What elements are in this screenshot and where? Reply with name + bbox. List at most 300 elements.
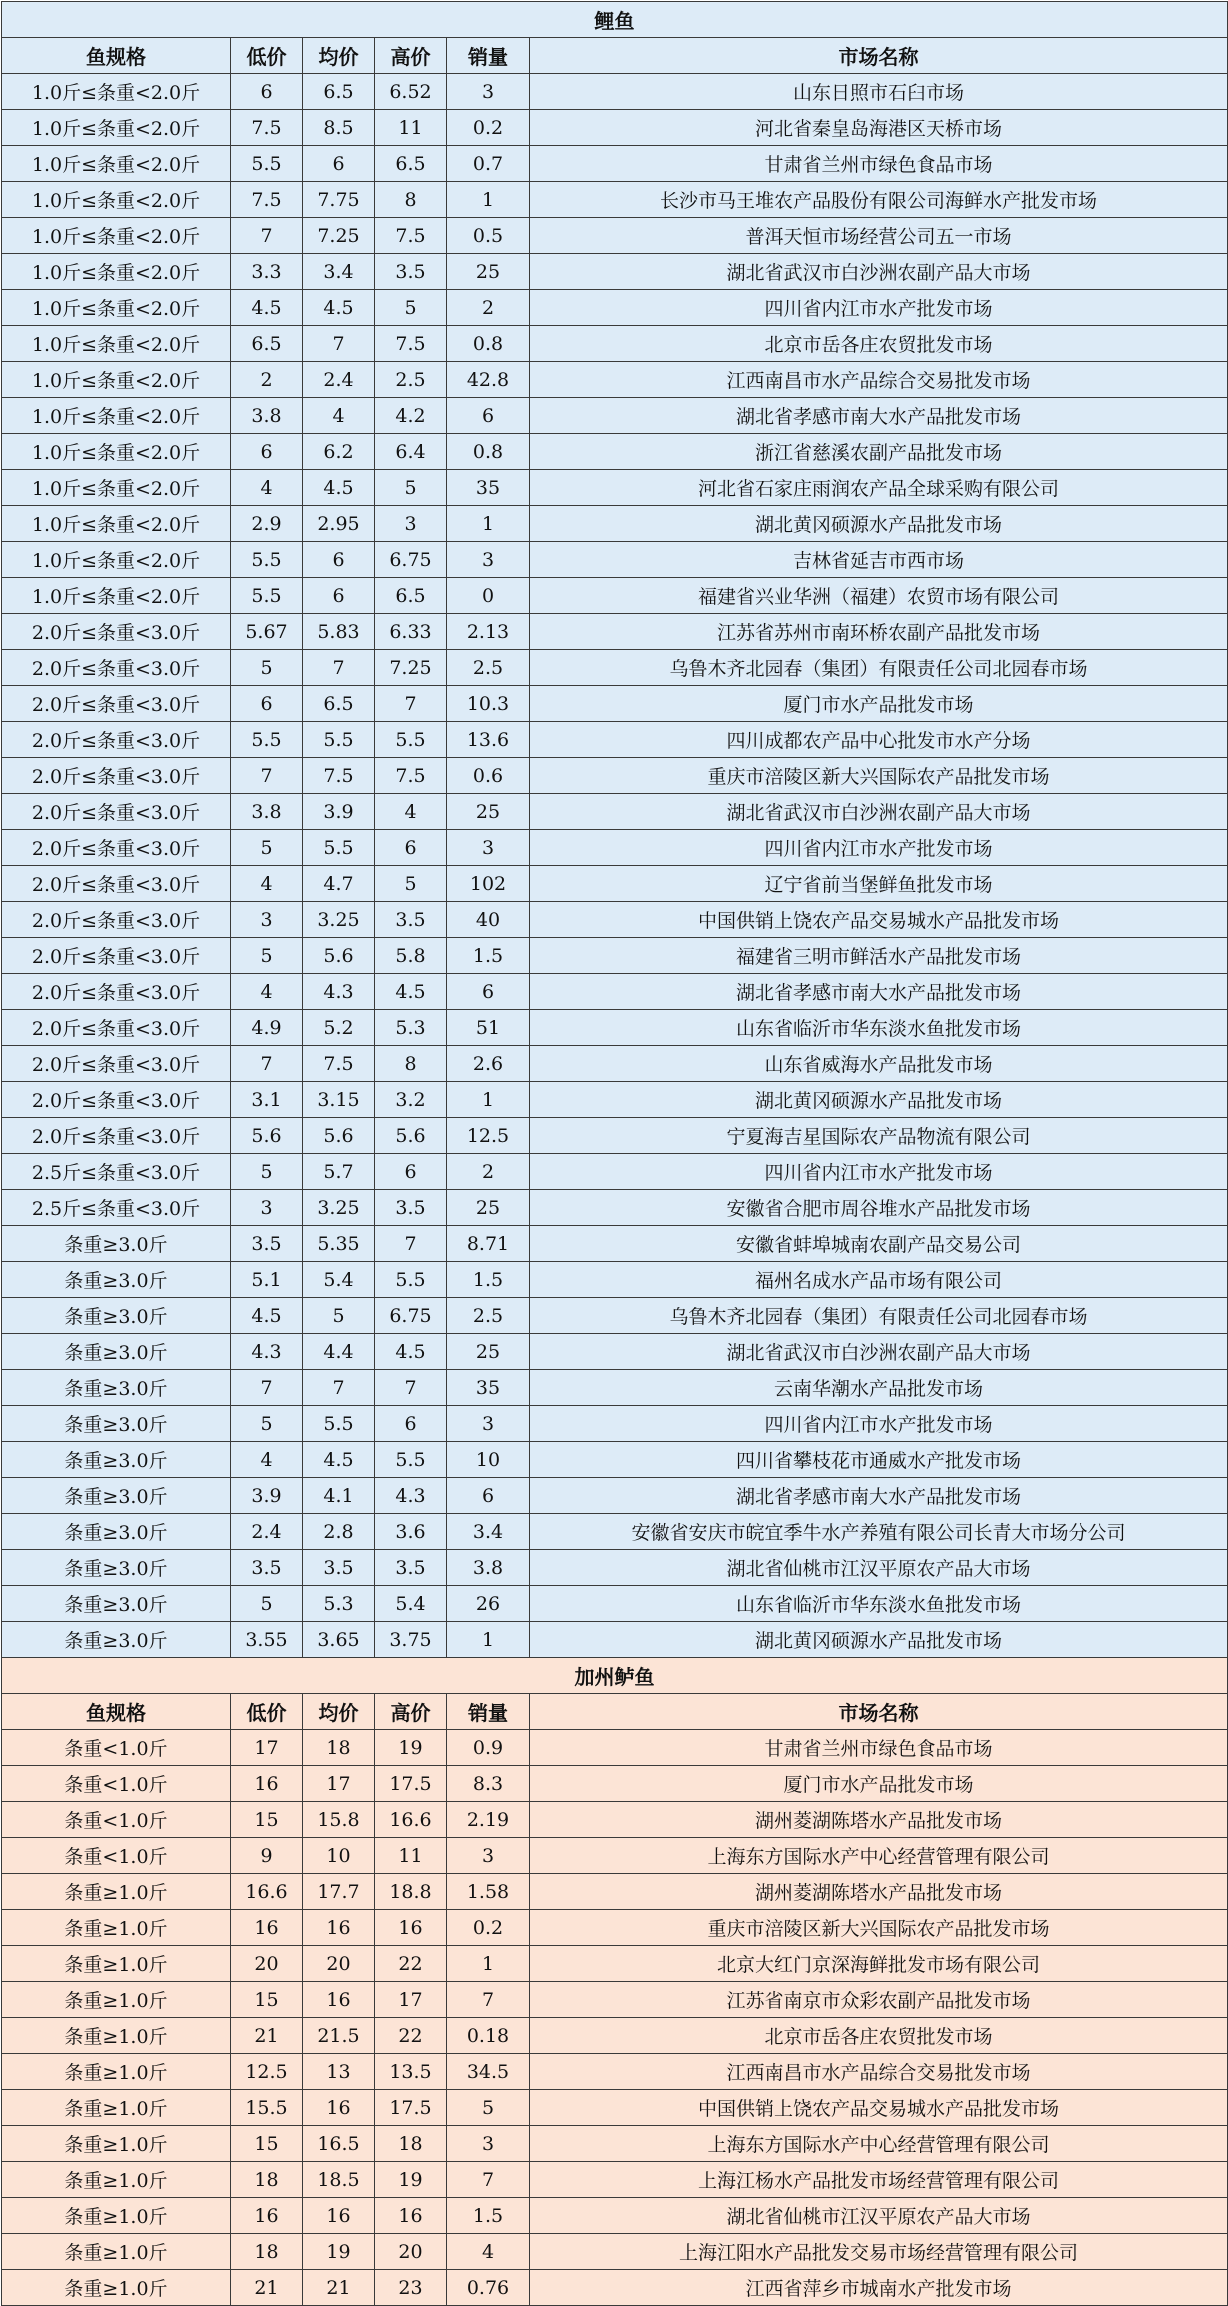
cell-spec: 条重≥1.0斤 [2,2126,231,2162]
cell-spec: 2.0斤≤条重<3.0斤 [2,686,231,722]
cell-avg-price: 21 [303,2270,375,2306]
cell-low-price: 3.1 [231,1082,303,1118]
cell-volume: 0 [447,578,530,614]
table-row [2,1946,1228,1982]
cell-spec: 2.0斤≤条重<3.0斤 [2,650,231,686]
table-row [2,866,1228,902]
cell-volume: 3 [447,830,530,866]
cell-market-name: 江西南昌市水产品综合交易批发市场 [530,2054,1228,2090]
cell-volume: 0.76 [447,2270,530,2306]
cell-high-price: 13.5 [375,2054,447,2090]
cell-spec: 2.0斤≤条重<3.0斤 [2,938,231,974]
table-row [2,902,1228,938]
cell-market-name: 河北省秦皇岛海港区天桥市场 [530,110,1228,146]
cell-avg-price: 2.4 [303,362,375,398]
cell-low-price: 2.4 [231,1514,303,1550]
table-row [2,1586,1228,1622]
cell-low-price: 20 [231,1946,303,1982]
cell-market-name: 湖北省孝感市南大水产品批发市场 [530,1478,1228,1514]
cell-avg-price: 6.5 [303,74,375,110]
table-row [2,182,1228,218]
table-row [2,2090,1228,2126]
cell-low-price: 5 [231,1154,303,1190]
cell-low-price: 6 [231,434,303,470]
cell-low-price: 9 [231,1838,303,1874]
cell-avg-price: 4.3 [303,974,375,1010]
table-row [2,2270,1228,2306]
cell-high-price: 5.5 [375,722,447,758]
cell-low-price: 3.5 [231,1226,303,1262]
cell-market-name: 江苏省南京市众彩农副产品批发市场 [530,1982,1228,2018]
table-row [2,578,1228,614]
table-row [2,1298,1228,1334]
table-row [2,1766,1228,1802]
cell-market-name: 福建省三明市鲜活水产品批发市场 [530,938,1228,974]
table-row [2,254,1228,290]
cell-volume: 42.8 [447,362,530,398]
cell-high-price: 7 [375,1226,447,1262]
cell-high-price: 3.5 [375,1550,447,1586]
bass-section-title-row [2,1658,1228,1694]
cell-avg-price: 6 [303,578,375,614]
table-row [2,830,1228,866]
cell-high-price: 2.5 [375,362,447,398]
cell-market-name: 江苏省苏州市南环桥农副产品批发市场 [530,614,1228,650]
section-title: 加州鲈鱼 [2,1658,1228,1694]
cell-high-price: 5 [375,470,447,506]
cell-market-name: 宁夏海吉星国际农产品物流有限公司 [530,1118,1228,1154]
cell-market-name: 湖北省武汉市白沙洲农副产品大市场 [530,1334,1228,1370]
cell-spec: 2.5斤≤条重<3.0斤 [2,1190,231,1226]
cell-high-price: 7 [375,1370,447,1406]
cell-high-price: 17.5 [375,2090,447,2126]
cell-avg-price: 20 [303,1946,375,1982]
cell-avg-price: 7 [303,1370,375,1406]
cell-low-price: 7.5 [231,110,303,146]
cell-high-price: 22 [375,1946,447,1982]
table-row [2,110,1228,146]
cell-avg-price: 5.4 [303,1262,375,1298]
cell-high-price: 6.33 [375,614,447,650]
cell-low-price: 5 [231,650,303,686]
cell-low-price: 3.9 [231,1478,303,1514]
cell-low-price: 7 [231,218,303,254]
cell-market-name: 普洱天恒市场经营公司五一市场 [530,218,1228,254]
table-row [2,758,1228,794]
cell-spec: 条重≥1.0斤 [2,2162,231,2198]
cell-low-price: 6.5 [231,326,303,362]
cell-high-price: 6 [375,830,447,866]
cell-high-price: 6.5 [375,578,447,614]
cell-spec: 2.0斤≤条重<3.0斤 [2,758,231,794]
cell-high-price: 7.5 [375,758,447,794]
price-table-body [2,2,1228,2306]
cell-market-name: 重庆市涪陵区新大兴国际农产品批发市场 [530,1910,1228,1946]
cell-high-price: 4 [375,794,447,830]
cell-market-name: 湖州菱湖陈塔水产品批发市场 [530,1802,1228,1838]
cell-avg-price: 10 [303,1838,375,1874]
cell-high-price: 16 [375,1910,447,1946]
column-header-market-name: 市场名称 [530,38,1228,74]
cell-high-price: 19 [375,1730,447,1766]
cell-market-name: 乌鲁木齐北园春（集团）有限责任公司北园春市场 [530,650,1228,686]
table-row [2,1154,1228,1190]
cell-spec: 条重≥3.0斤 [2,1622,231,1658]
cell-spec: 1.0斤≤条重<2.0斤 [2,470,231,506]
column-header-volume: 销量 [447,1694,530,1730]
table-row [2,1118,1228,1154]
cell-volume: 1.58 [447,1874,530,1910]
cell-market-name: 甘肃省兰州市绿色食品市场 [530,1730,1228,1766]
cell-market-name: 山东省临沂市华东淡水鱼批发市场 [530,1586,1228,1622]
cell-avg-price: 5.6 [303,938,375,974]
cell-market-name: 湖北省武汉市白沙洲农副产品大市场 [530,254,1228,290]
table-row [2,1514,1228,1550]
table-row [2,1190,1228,1226]
table-row [2,2234,1228,2270]
cell-avg-price: 19 [303,2234,375,2270]
cell-volume: 5 [447,2090,530,2126]
cell-high-price: 17 [375,1982,447,2018]
cell-volume: 2.6 [447,1046,530,1082]
cell-high-price: 7.25 [375,650,447,686]
cell-market-name: 上海江杨水产品批发市场经营管理有限公司 [530,2162,1228,2198]
cell-avg-price: 18 [303,1730,375,1766]
cell-high-price: 6 [375,1154,447,1190]
cell-spec: 2.0斤≤条重<3.0斤 [2,866,231,902]
cell-high-price: 3.5 [375,902,447,938]
table-row [2,2018,1228,2054]
cell-spec: 条重<1.0斤 [2,1802,231,1838]
cell-low-price: 4.5 [231,1298,303,1334]
cell-low-price: 7.5 [231,182,303,218]
table-row [2,1622,1228,1658]
cell-spec: 1.0斤≤条重<2.0斤 [2,182,231,218]
cell-avg-price: 4.5 [303,470,375,506]
cell-low-price: 5.1 [231,1262,303,1298]
cell-market-name: 上海东方国际水产中心经营管理有限公司 [530,2126,1228,2162]
cell-market-name: 湖北黄冈硕源水产品批发市场 [530,1622,1228,1658]
cell-low-price: 15 [231,1802,303,1838]
cell-high-price: 20 [375,2234,447,2270]
table-row [2,686,1228,722]
cell-avg-price: 17.7 [303,1874,375,1910]
cell-high-price: 8 [375,182,447,218]
cell-spec: 条重≥3.0斤 [2,1334,231,1370]
table-row [2,74,1228,110]
table-row [2,1802,1228,1838]
column-header-market-name: 市场名称 [530,1694,1228,1730]
cell-low-price: 5 [231,938,303,974]
cell-spec: 2.0斤≤条重<3.0斤 [2,974,231,1010]
cell-spec: 2.0斤≤条重<3.0斤 [2,902,231,938]
carp-section-title-row [2,2,1228,38]
cell-avg-price: 4.1 [303,1478,375,1514]
cell-low-price: 5 [231,830,303,866]
cell-low-price: 2.9 [231,506,303,542]
cell-spec: 条重≥3.0斤 [2,1226,231,1262]
cell-spec: 条重≥1.0斤 [2,1910,231,1946]
cell-avg-price: 15.8 [303,1802,375,1838]
cell-avg-price: 5.6 [303,1118,375,1154]
cell-volume: 3 [447,1838,530,1874]
cell-avg-price: 8.5 [303,110,375,146]
table-row [2,434,1228,470]
table-row [2,974,1228,1010]
cell-volume: 25 [447,1190,530,1226]
cell-market-name: 上海东方国际水产中心经营管理有限公司 [530,1838,1228,1874]
cell-volume: 13.6 [447,722,530,758]
cell-market-name: 厦门市水产品批发市场 [530,686,1228,722]
cell-low-price: 3 [231,902,303,938]
cell-low-price: 7 [231,758,303,794]
cell-high-price: 8 [375,1046,447,1082]
cell-avg-price: 6 [303,146,375,182]
cell-spec: 条重≥1.0斤 [2,2270,231,2306]
cell-spec: 1.0斤≤条重<2.0斤 [2,218,231,254]
cell-high-price: 5.8 [375,938,447,974]
table-row [2,542,1228,578]
cell-high-price: 18 [375,2126,447,2162]
cell-avg-price: 16 [303,2198,375,2234]
table-row [2,1442,1228,1478]
cell-avg-price: 7.25 [303,218,375,254]
cell-avg-price: 5.5 [303,830,375,866]
cell-low-price: 21 [231,2270,303,2306]
cell-high-price: 3 [375,506,447,542]
cell-volume: 8.71 [447,1226,530,1262]
cell-volume: 1 [447,182,530,218]
cell-avg-price: 13 [303,2054,375,2090]
cell-low-price: 4 [231,470,303,506]
cell-market-name: 四川省内江市水产批发市场 [530,1154,1228,1190]
cell-market-name: 四川省内江市水产批发市场 [530,1406,1228,1442]
cell-volume: 2.5 [447,1298,530,1334]
cell-avg-price: 3.65 [303,1622,375,1658]
cell-spec: 2.5斤≤条重<3.0斤 [2,1154,231,1190]
cell-low-price: 4.9 [231,1010,303,1046]
cell-avg-price: 5.5 [303,1406,375,1442]
cell-market-name: 重庆市涪陵区新大兴国际农产品批发市场 [530,758,1228,794]
cell-low-price: 4 [231,974,303,1010]
cell-volume: 3 [447,74,530,110]
cell-high-price: 4.2 [375,398,447,434]
cell-spec: 1.0斤≤条重<2.0斤 [2,146,231,182]
cell-avg-price: 3.5 [303,1550,375,1586]
cell-low-price: 4.3 [231,1334,303,1370]
cell-high-price: 5.4 [375,1586,447,1622]
table-row [2,1262,1228,1298]
column-header-volume: 销量 [447,38,530,74]
cell-low-price: 12.5 [231,2054,303,2090]
cell-spec: 1.0斤≤条重<2.0斤 [2,110,231,146]
cell-market-name: 福州名成水产品市场有限公司 [530,1262,1228,1298]
cell-market-name: 四川成都农产品中心批发市水产分场 [530,722,1228,758]
cell-volume: 4 [447,2234,530,2270]
cell-high-price: 4.5 [375,974,447,1010]
cell-avg-price: 3.15 [303,1082,375,1118]
table-row [2,398,1228,434]
cell-low-price: 4.5 [231,290,303,326]
cell-spec: 1.0斤≤条重<2.0斤 [2,398,231,434]
cell-volume: 0.2 [447,110,530,146]
cell-avg-price: 7.5 [303,758,375,794]
column-header-high-price: 高价 [375,38,447,74]
cell-volume: 1 [447,1622,530,1658]
cell-spec: 1.0斤≤条重<2.0斤 [2,578,231,614]
cell-avg-price: 4.5 [303,1442,375,1478]
cell-avg-price: 7.5 [303,1046,375,1082]
cell-low-price: 17 [231,1730,303,1766]
cell-volume: 1 [447,506,530,542]
cell-volume: 51 [447,1010,530,1046]
cell-high-price: 17.5 [375,1766,447,1802]
cell-spec: 1.0斤≤条重<2.0斤 [2,434,231,470]
cell-volume: 3.4 [447,1514,530,1550]
cell-spec: 2.0斤≤条重<3.0斤 [2,830,231,866]
table-row [2,326,1228,362]
cell-market-name: 四川省内江市水产批发市场 [530,830,1228,866]
cell-avg-price: 17 [303,1766,375,1802]
cell-spec: 条重≥3.0斤 [2,1262,231,1298]
cell-spec: 条重≥3.0斤 [2,1370,231,1406]
cell-volume: 0.8 [447,434,530,470]
cell-volume: 1.5 [447,2198,530,2234]
cell-market-name: 山东日照市石臼市场 [530,74,1228,110]
cell-high-price: 4.5 [375,1334,447,1370]
cell-avg-price: 16 [303,1910,375,1946]
cell-high-price: 23 [375,2270,447,2306]
table-row [2,1046,1228,1082]
cell-high-price: 3.2 [375,1082,447,1118]
cell-low-price: 21 [231,2018,303,2054]
cell-avg-price: 6 [303,542,375,578]
cell-market-name: 上海江阳水产品批发交易市场经营管理有限公司 [530,2234,1228,2270]
cell-avg-price: 16 [303,1982,375,2018]
cell-volume: 26 [447,1586,530,1622]
column-header-spec: 鱼规格 [2,1694,231,1730]
cell-high-price: 6.4 [375,434,447,470]
cell-low-price: 5.5 [231,722,303,758]
cell-low-price: 3.55 [231,1622,303,1658]
cell-high-price: 11 [375,1838,447,1874]
cell-high-price: 6.75 [375,1298,447,1334]
cell-spec: 条重<1.0斤 [2,1730,231,1766]
cell-low-price: 15 [231,2126,303,2162]
cell-avg-price: 18.5 [303,2162,375,2198]
cell-high-price: 7.5 [375,326,447,362]
cell-high-price: 6.5 [375,146,447,182]
cell-spec: 1.0斤≤条重<2.0斤 [2,362,231,398]
cell-avg-price: 7 [303,326,375,362]
cell-low-price: 16.6 [231,1874,303,1910]
table-row [2,650,1228,686]
cell-spec: 条重≥1.0斤 [2,2054,231,2090]
column-header-high-price: 高价 [375,1694,447,1730]
cell-market-name: 四川省内江市水产批发市场 [530,290,1228,326]
cell-low-price: 6 [231,74,303,110]
cell-market-name: 湖北省武汉市白沙洲农副产品大市场 [530,794,1228,830]
cell-spec: 1.0斤≤条重<2.0斤 [2,542,231,578]
table-row [2,2054,1228,2090]
table-row [2,1370,1228,1406]
cell-market-name: 江西省萍乡市城南水产批发市场 [530,2270,1228,2306]
cell-volume: 2 [447,1154,530,1190]
cell-high-price: 3.5 [375,1190,447,1226]
cell-volume: 2.5 [447,650,530,686]
table-row [2,614,1228,650]
cell-avg-price: 5.3 [303,1586,375,1622]
cell-volume: 40 [447,902,530,938]
cell-spec: 1.0斤≤条重<2.0斤 [2,290,231,326]
cell-low-price: 5.5 [231,542,303,578]
cell-high-price: 5 [375,290,447,326]
cell-spec: 条重<1.0斤 [2,1766,231,1802]
cell-market-name: 江西南昌市水产品综合交易批发市场 [530,362,1228,398]
cell-spec: 条重≥3.0斤 [2,1550,231,1586]
cell-market-name: 甘肃省兰州市绿色食品市场 [530,146,1228,182]
cell-market-name: 长沙市马王堆农产品股份有限公司海鲜水产批发市场 [530,182,1228,218]
cell-spec: 条重≥3.0斤 [2,1478,231,1514]
cell-volume: 6 [447,974,530,1010]
cell-high-price: 5.3 [375,1010,447,1046]
cell-spec: 条重≥1.0斤 [2,2018,231,2054]
cell-low-price: 3.8 [231,398,303,434]
table-row [2,470,1228,506]
cell-market-name: 湖北省仙桃市江汉平原农产品大市场 [530,2198,1228,2234]
cell-market-name: 中国供销上饶农产品交易城水产品批发市场 [530,902,1228,938]
cell-market-name: 浙江省慈溪农副产品批发市场 [530,434,1228,470]
cell-avg-price: 3.25 [303,1190,375,1226]
table-row [2,1478,1228,1514]
table-row [2,1910,1228,1946]
cell-low-price: 2 [231,362,303,398]
cell-high-price: 18.8 [375,1874,447,1910]
cell-spec: 条重≥3.0斤 [2,1586,231,1622]
cell-volume: 1.5 [447,938,530,974]
cell-high-price: 5 [375,866,447,902]
cell-market-name: 安徽省合肥市周谷堆水产品批发市场 [530,1190,1228,1226]
cell-high-price: 16 [375,2198,447,2234]
table-row [2,362,1228,398]
table-row [2,1082,1228,1118]
cell-market-name: 中国供销上饶农产品交易城水产品批发市场 [530,2090,1228,2126]
cell-high-price: 19 [375,2162,447,2198]
table-row [2,2162,1228,2198]
cell-high-price: 22 [375,2018,447,2054]
cell-volume: 35 [447,1370,530,1406]
cell-volume: 25 [447,794,530,830]
cell-spec: 2.0斤≤条重<3.0斤 [2,1082,231,1118]
cell-low-price: 3.5 [231,1550,303,1586]
table-row [2,1982,1228,2018]
cell-low-price: 5 [231,1406,303,1442]
cell-high-price: 11 [375,110,447,146]
cell-market-name: 湖北黄冈硕源水产品批发市场 [530,506,1228,542]
table-row [2,1406,1228,1442]
cell-high-price: 5.5 [375,1442,447,1478]
cell-avg-price: 4 [303,398,375,434]
cell-volume: 25 [447,254,530,290]
cell-avg-price: 3.25 [303,902,375,938]
cell-volume: 1 [447,1946,530,1982]
table-row [2,1730,1228,1766]
table-row [2,2126,1228,2162]
cell-low-price: 16 [231,2198,303,2234]
cell-volume: 10 [447,1442,530,1478]
cell-volume: 3 [447,542,530,578]
cell-market-name: 湖北黄冈硕源水产品批发市场 [530,1082,1228,1118]
